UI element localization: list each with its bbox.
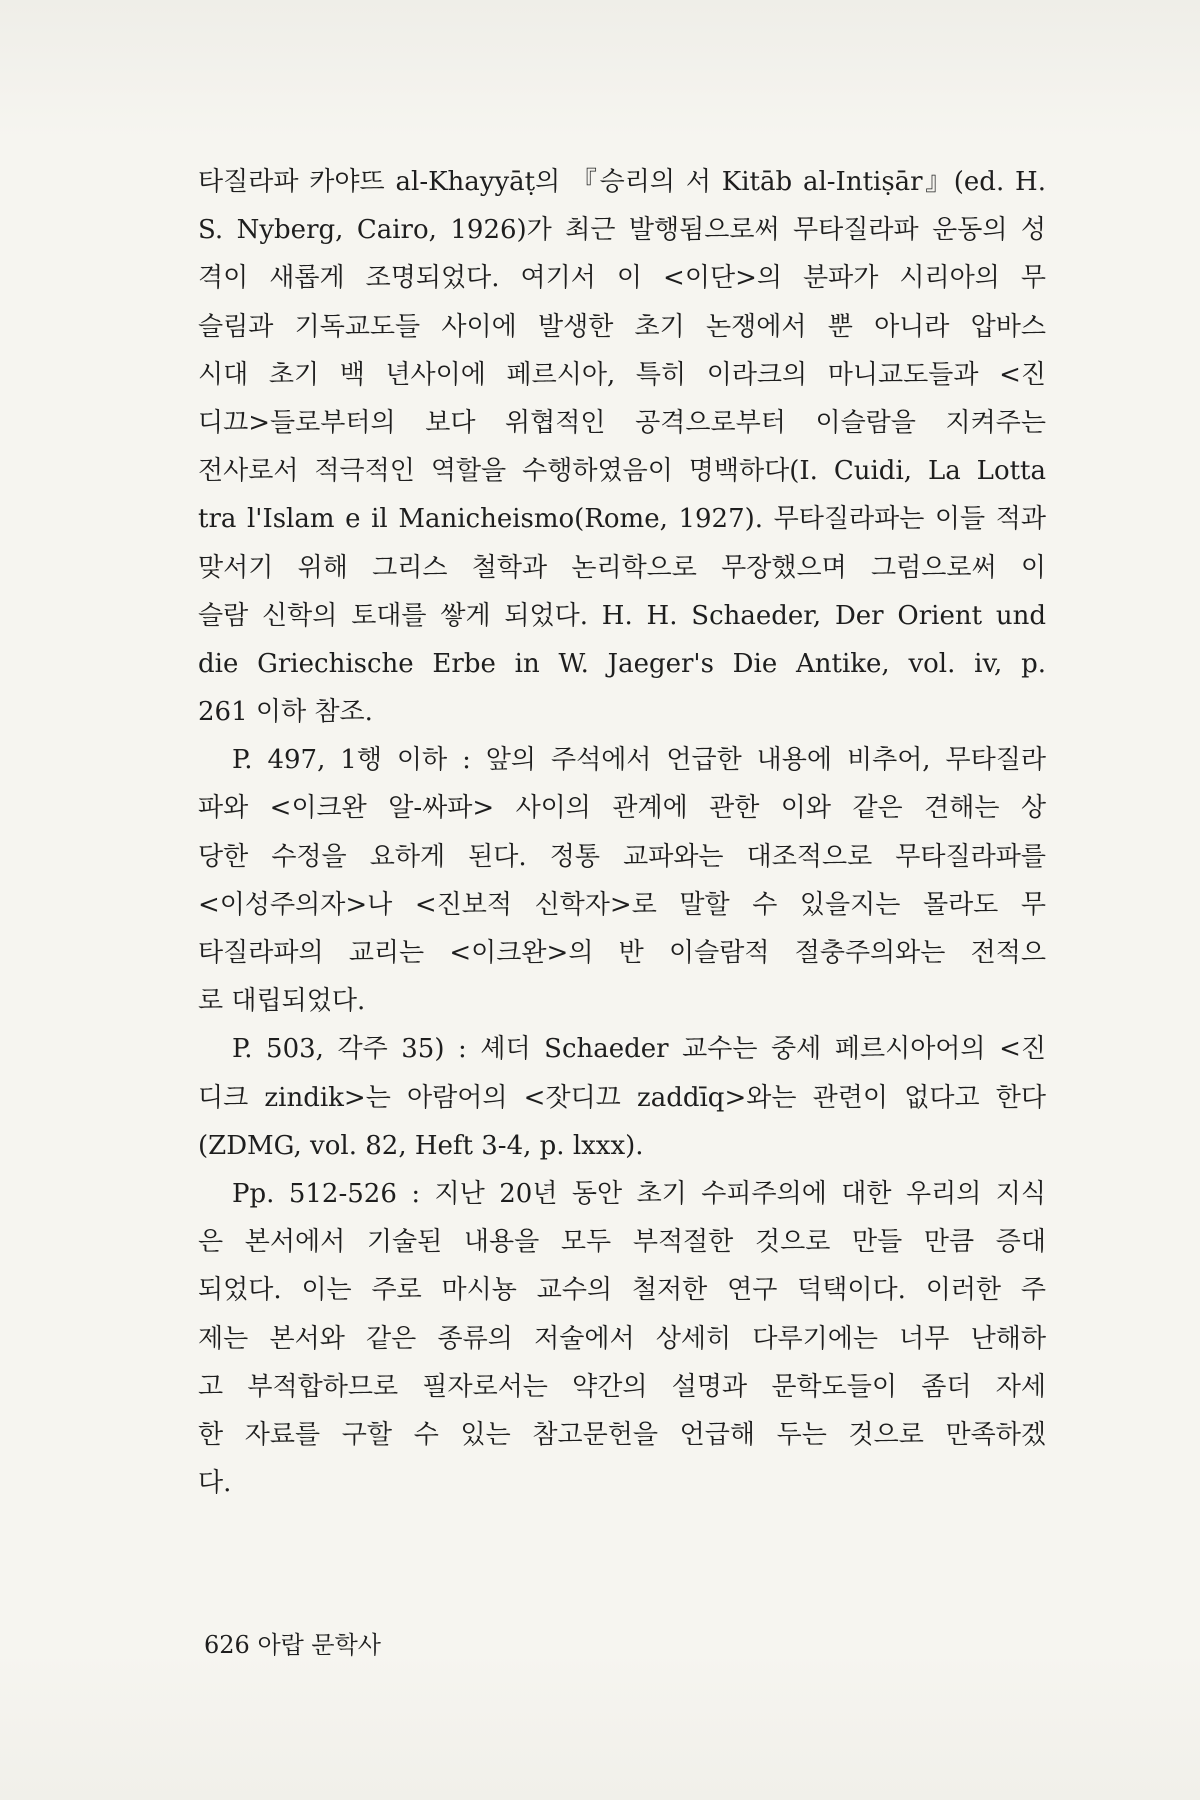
text-line: 다. <box>198 1468 232 1499</box>
text-line: P. 497, 1행 이하 : 앞의 주석에서 언급한 내용에 비추어, 무타질라 <box>232 745 1046 776</box>
text-line: 은 본서에서 기술된 내용을 모두 부적절한 것으로 만들 만큼 증대 <box>198 1227 1046 1258</box>
page-footer-folio: 626 아랍 문학사 <box>204 1631 381 1659</box>
text-line: <이성주의자>나 <진보적 신학자>로 말할 수 있을지는 몰라도 무 <box>198 889 1046 920</box>
text-line: 당한 수정을 요하게 된다. 정통 교파와는 대조적으로 무타질라파를 <box>198 841 1046 872</box>
paragraph <box>198 1025 1046 1170</box>
text-line: 맞서기 위해 그리스 철학과 논리학으로 무장했으며 그럼으로써 이 <box>198 552 1046 583</box>
text-line: die Griechische Erbe in W. Jaeger's Die Antike, vol. iv, p. <box>198 648 1046 679</box>
text-line: 되었다. 이는 주로 마시뇽 교수의 철저한 연구 덕택이다. 이러한 주 <box>198 1275 1046 1306</box>
text-line: tra l'Islam e il Manicheismo(Rome, 1927). 무타질라파는 이들 적과 <box>198 504 1046 535</box>
text-line: S. Nyberg, Cairo, 1926)가 최근 발행됨으로써 무타질라파 운동의 성 <box>198 215 1046 246</box>
text-line: 디크 zindik>는 아람어의 <잣디끄 zaddīq>와는 관련이 없다고 한다 <box>198 1082 1046 1113</box>
text-line: Pp. 512-526 : 지난 20년 동안 초기 수피주의에 대한 우리의 지식 <box>232 1178 1046 1209</box>
text-line: (ZDMG, vol. 82, Heft 3-4, p. lxxx). <box>198 1130 644 1161</box>
paragraph <box>198 158 1046 736</box>
main-text <box>198 158 1046 1507</box>
text-line: 슬림과 기독교도들 사이에 발생한 초기 논쟁에서 뿐 아니라 압바스 <box>198 311 1046 342</box>
text-line: 261 이하 참조. <box>198 697 373 728</box>
text-line: 디끄>들로부터의 보다 위협적인 공격으로부터 이슬람을 지켜주는 <box>198 407 1046 438</box>
paragraph <box>198 1170 1046 1507</box>
text-line: 시대 초기 백 년사이에 페르시아, 특히 이라크의 마니교도들과 <진 <box>198 359 1046 390</box>
text-line: 타질라파의 교리는 <이크완>의 반 이슬람적 절충주의와는 전적으 <box>198 938 1046 968</box>
text-line: 한 자료를 구할 수 있는 참고문헌을 언급해 두는 것으로 만족하겠 <box>198 1419 1046 1450</box>
text-line: 제는 본서와 같은 종류의 저술에서 상세히 다루기에는 너무 난해하 <box>198 1323 1046 1354</box>
text-line: 로 대립되었다. <box>198 986 366 1017</box>
text-line: 타질라파 카야뜨 al-Khayyāṭ의 『승리의 서 Kitāb al-Intiṣār』(ed. H. <box>198 167 1046 197</box>
text-line: P. 503, 각주 35) : 셰더 Schaeder 교수는 중세 페르시아어의 <진 <box>232 1034 1046 1065</box>
text-line: 전사로서 적극적인 역할을 수행하였음이 명백하다(I. Cuidi, La Lotta <box>198 456 1046 487</box>
text-line: 격이 새롭게 조명되었다. 여기서 이 <이단>의 분파가 시리아의 무 <box>198 263 1046 294</box>
text-line: 고 부적합하므로 필자로서는 약간의 설명과 문학도들이 좀더 자세 <box>198 1371 1046 1402</box>
paragraph <box>198 736 1046 1025</box>
text-line: 슬람 신학의 토대를 쌓게 되었다. H. H. Schaeder, Der Orient und <box>198 600 1046 631</box>
text-line: 파와 <이크완 알-싸파> 사이의 관계에 관한 이와 같은 견해는 상 <box>198 793 1046 824</box>
